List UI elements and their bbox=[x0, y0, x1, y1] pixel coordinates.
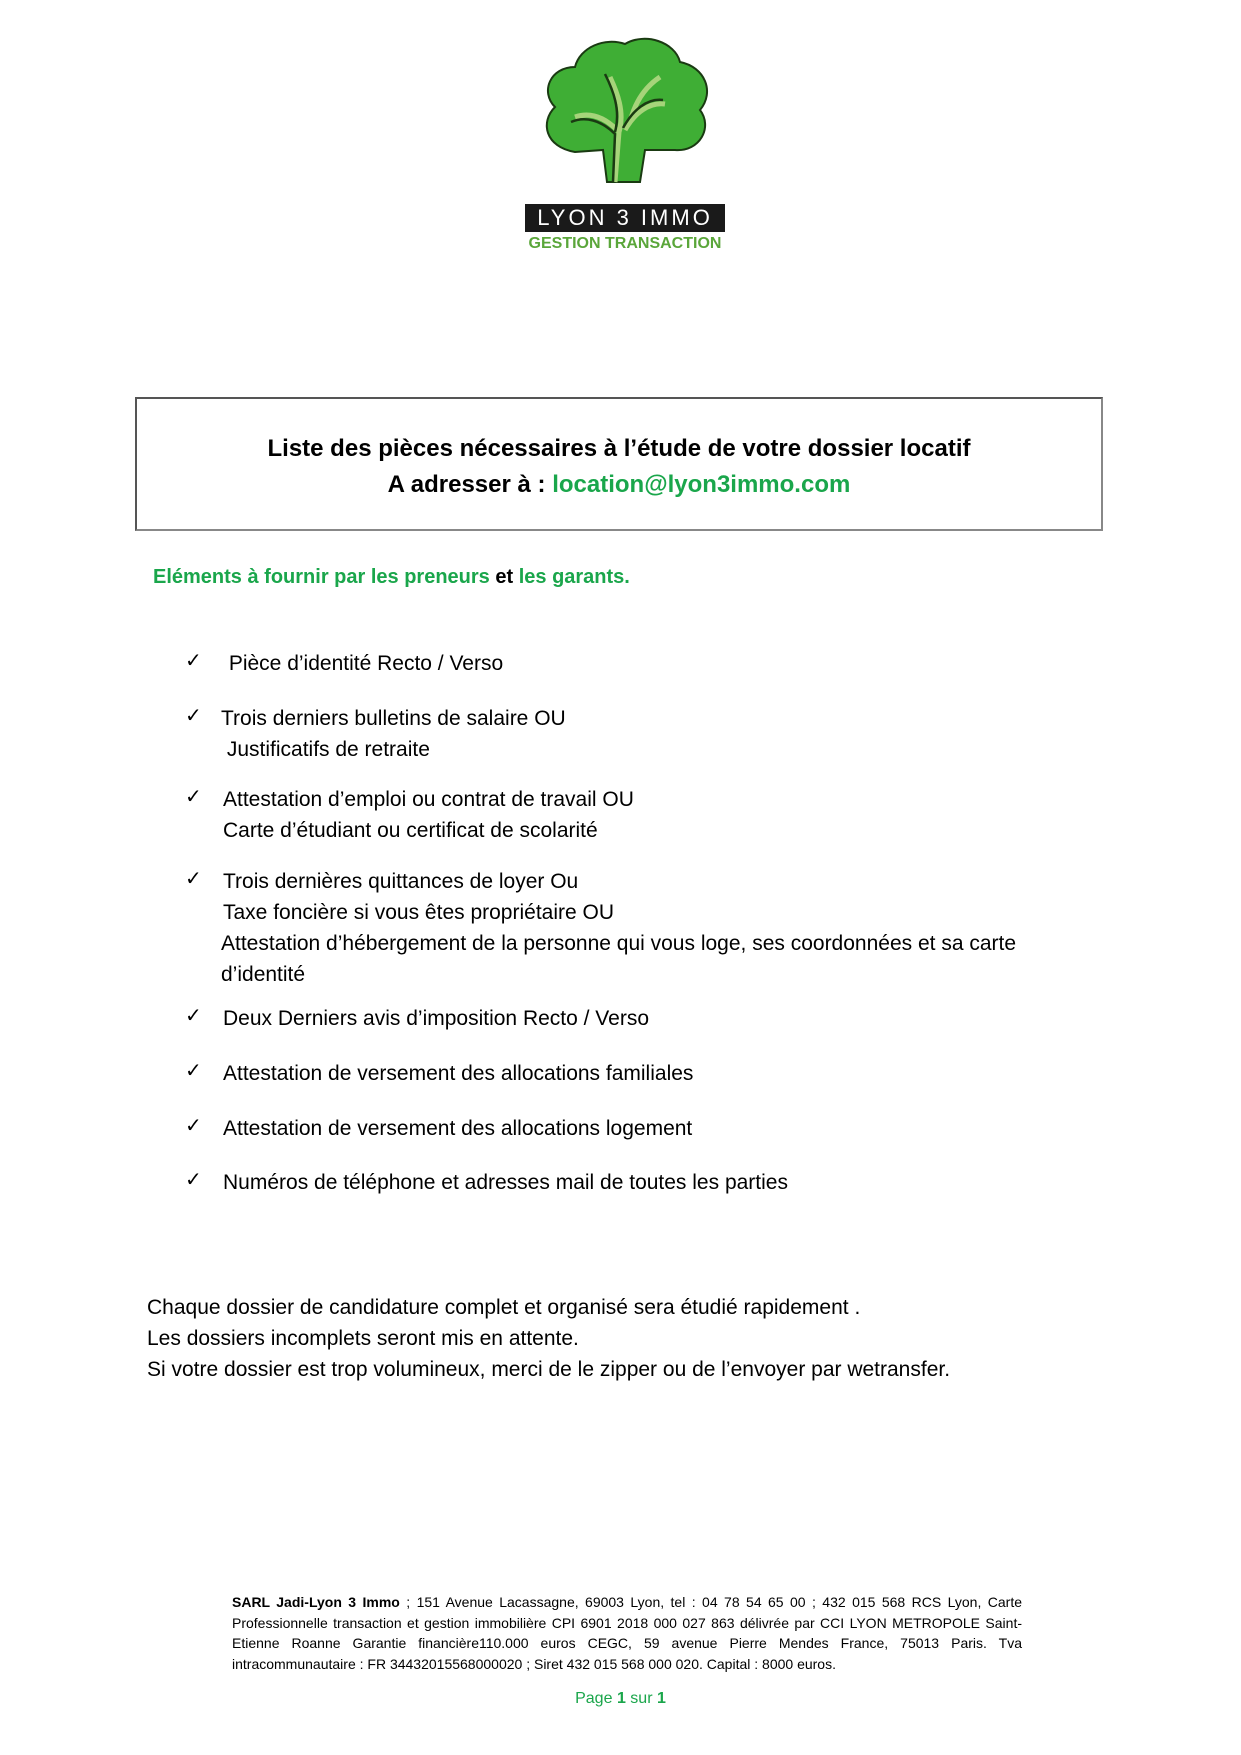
list-item-line: Trois derniers bulletins de salaire OU bbox=[221, 707, 566, 730]
closing-line: Les dossiers incomplets seront mis en attente. bbox=[147, 1327, 579, 1350]
page-separator: sur bbox=[630, 1690, 653, 1707]
company-logo bbox=[525, 32, 725, 252]
address-line bbox=[137, 471, 1101, 499]
list-item-line: d’identité bbox=[221, 963, 306, 986]
legal-footer bbox=[232, 1592, 1022, 1674]
footer-details: ; 151 Avenue Lacassagne, 69003 Lyon, tel : 04 78 54 65 00 ; 432 015 568 RCS Lyon, Carte Professionnelle transaction et gestion immobilière CPI 6901 2018 000 027 863 délivrée par CCI LYON METROPOLE Saint-Etienne Roanne Garantie financière110.000 euros CEGC, 59 avenue Pierre Mendes France, 75013 Paris. Tva intracommunautaire : FR 34432015568000020 ; Siret 432 015 568 000 020. Capital : 8000 euros. bbox=[232, 1594, 1023, 1672]
check-icon: ✓ bbox=[185, 868, 202, 890]
list-item-line: Pièce d’identité Recto / Verso bbox=[223, 652, 504, 675]
page-prefix: Page bbox=[575, 1690, 613, 1707]
address-label: A adresser à : bbox=[387, 471, 546, 498]
check-icon: ✓ bbox=[185, 650, 202, 672]
closing-notes bbox=[147, 1292, 950, 1385]
list-item-line: Carte d’étudiant ou certificat de scolarité bbox=[223, 819, 598, 842]
check-icon: ✓ bbox=[185, 705, 202, 727]
check-icon: ✓ bbox=[185, 1060, 202, 1082]
footer-company: SARL Jadi-Lyon 3 Immo bbox=[232, 1594, 400, 1610]
check-icon: ✓ bbox=[185, 1169, 202, 1191]
list-item-line: Attestation d’emploi ou contrat de travail OU bbox=[223, 788, 634, 811]
section-subtitle bbox=[153, 566, 630, 589]
list-item-line: Numéros de téléphone et adresses mail de toutes les parties bbox=[223, 1171, 788, 1194]
check-icon: ✓ bbox=[185, 786, 202, 808]
subtitle-part-garants: les garants. bbox=[518, 566, 630, 588]
list-item-line: Attestation de versement des allocations familiales bbox=[223, 1062, 694, 1085]
list-item-line: Attestation de versement des allocations logement bbox=[223, 1117, 693, 1140]
list-item-line: Deux Derniers avis d’imposition Recto / Verso bbox=[223, 1007, 650, 1030]
tree-icon bbox=[535, 32, 715, 192]
check-icon: ✓ bbox=[185, 1005, 202, 1027]
closing-line: Si votre dossier est trop volumineux, merci de le zipper ou de l’envoyer par wetransfer. bbox=[147, 1358, 951, 1381]
closing-line: Chaque dossier de candidature complet et organisé sera étudié rapidement . bbox=[147, 1296, 861, 1319]
page-total: 1 bbox=[656, 1690, 666, 1707]
email-link[interactable]: location@lyon3immo.com bbox=[552, 471, 851, 498]
list-item-line: Justificatifs de retraite bbox=[221, 738, 430, 761]
document-title: Liste des pièces nécessaires à l’étude de votre dossier locatif bbox=[267, 435, 971, 462]
header-box bbox=[135, 397, 1103, 531]
brand-tagline: GESTION TRANSACTION bbox=[528, 235, 722, 252]
list-item-line: Taxe foncière si vous êtes propriétaire OU bbox=[223, 901, 615, 924]
subtitle-connector: et bbox=[495, 566, 514, 588]
brand-name: LYON 3 IMMO bbox=[525, 204, 725, 232]
page-current: 1 bbox=[616, 1690, 626, 1707]
check-icon: ✓ bbox=[185, 1115, 202, 1137]
page-number bbox=[0, 1690, 1241, 1708]
subtitle-part-preneurs: Eléments à fournir par les preneurs bbox=[153, 566, 490, 588]
list-item-line: Trois dernières quittances de loyer Ou bbox=[223, 870, 579, 893]
list-item-line: Attestation d’hébergement de la personne qui vous loge, ses coordonnées et sa carte bbox=[221, 932, 1017, 955]
